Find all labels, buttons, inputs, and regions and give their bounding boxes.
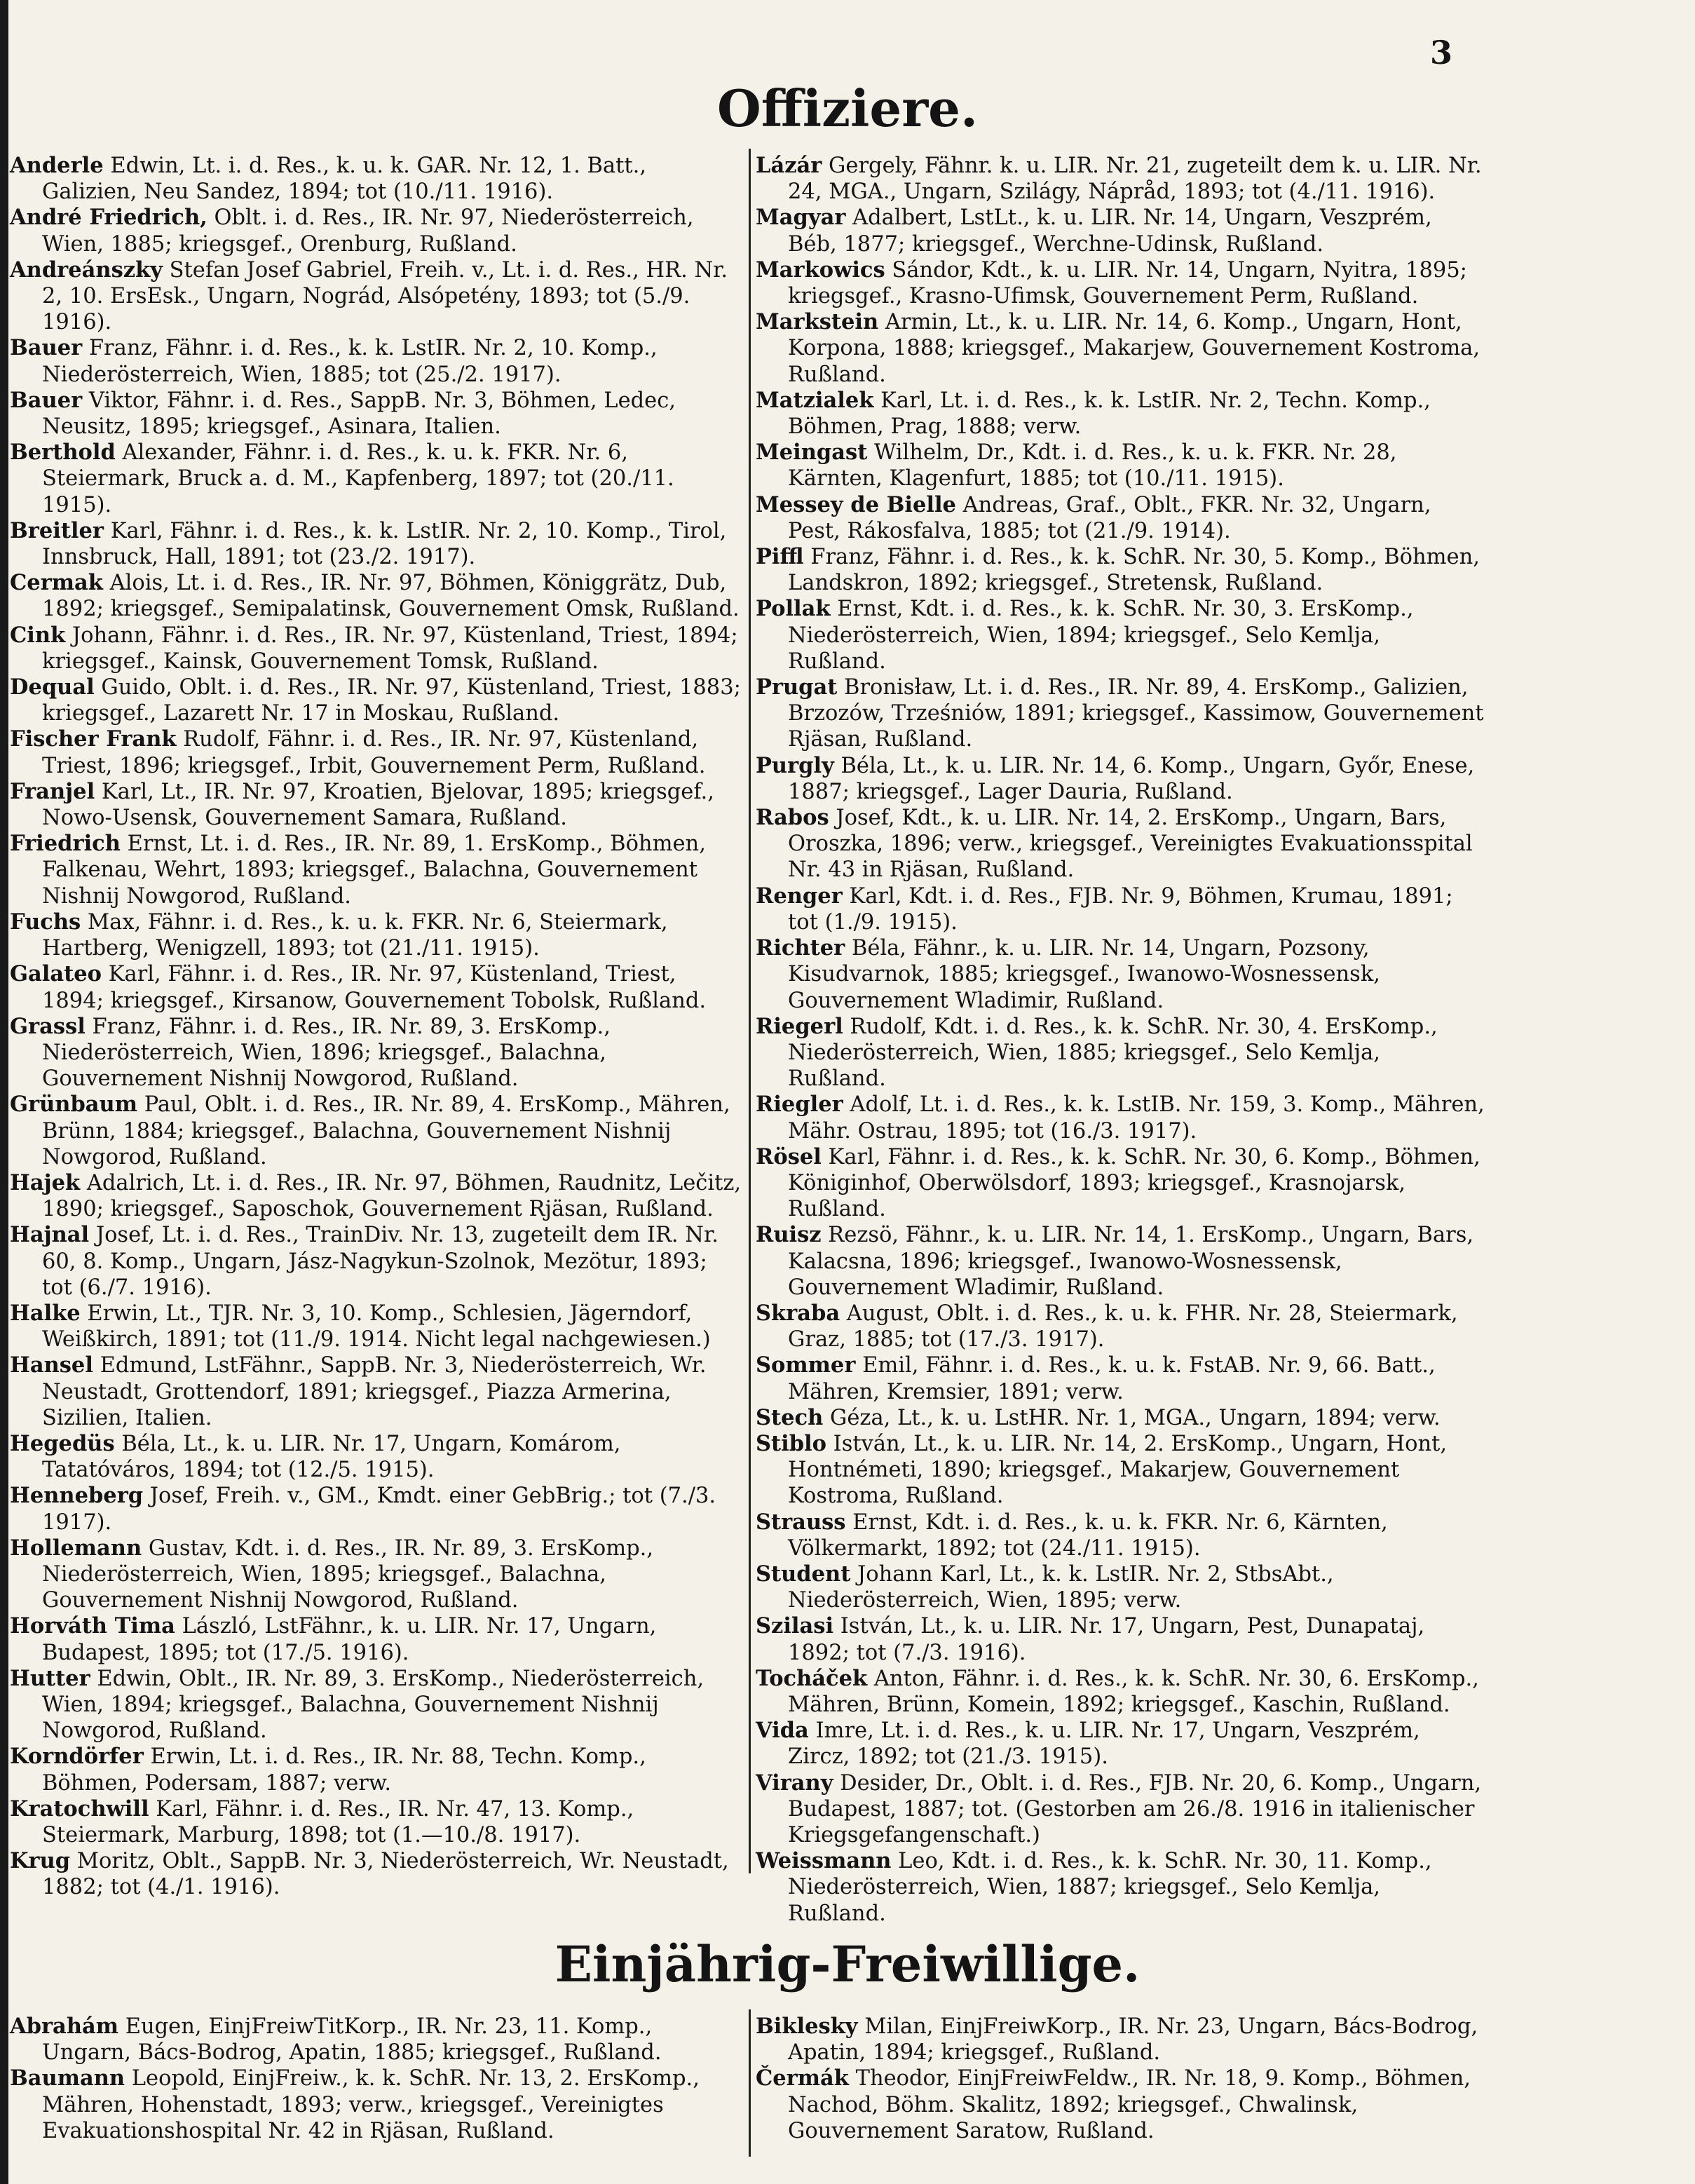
- register-entry: [10, 2014, 742, 2066]
- register-entry: [10, 1352, 742, 1431]
- entry-details: Erwin, Lt., TJR. Nr. 3, 10. Komp., Schlesien, Jägerndorf, Weißkirch, 1891; tot (11./9. 1914. Nicht legal nachgewiesen.): [42, 1301, 711, 1352]
- register-entry: [10, 1014, 742, 1092]
- entry-details: Rudolf, Fähnr. i. d. Res., IR. Nr. 97, Küstenland, Triest, 1896; kriegsgef., Irbit, Gouvernement Perm, Rußland.: [42, 727, 706, 778]
- entry-details: Andreas, Graf., Oblt., FKR. Nr. 32, Ungarn, Pest, Rákosfalva, 1885; tot (21./9. 1914).: [788, 492, 1431, 543]
- entry-details: Karl, Lt. i. d. Res., k. k. LstIR. Nr. 2, Techn. Komp., Böhmen, Prag, 1888; verw.: [788, 388, 1431, 440]
- entry-surname: Biklesky: [756, 2014, 858, 2039]
- offiziere-left-column: [10, 153, 742, 1901]
- register-entry: [756, 309, 1485, 388]
- entry-surname: Riegerl: [756, 1013, 843, 1039]
- entry-details: Viktor, Fähnr. i. d. Res., SappB. Nr. 3, Böhmen, Ledec, Neusitz, 1895; kriegsgef., Asinara, Italien.: [42, 388, 676, 440]
- register-entry: [10, 909, 742, 961]
- entry-details: Adalbert, LstLt., k. u. LIR. Nr. 14, Ungarn, Veszprém, Béb, 1877; kriegsgef., Werchne-Udinsk, Rußland.: [788, 205, 1432, 257]
- entry-details: Karl, Fähnr. i. d. Res., IR. Nr. 47, 13. Komp., Steiermark, Marburg, 1898; tot (1.—10./8. 1917).: [42, 1796, 634, 1847]
- entry-surname: Hollemann: [10, 1535, 142, 1561]
- register-entry: [10, 1092, 742, 1170]
- entry-details: Oblt. i. d. Res., IR. Nr. 97, Niederösterreich, Wien, 1885; kriegsgef., Orenburg, Rußland.: [42, 205, 694, 257]
- entry-surname: Student: [756, 1561, 851, 1587]
- entry-details: Josef, Freih. v., GM., Kmdt. einer GebBrig.; tot (7./3. 1917).: [42, 1484, 716, 1535]
- entry-surname: Virany: [756, 1770, 833, 1796]
- entry-details: Leopold, EinjFreiw., k. k. SchR. Nr. 13, 2. ErsKomp., Mähren, Hohenstadt, 1893; verw., kriegsgef., Vereinigtes Evakuationshospital Nr. 42 in Rjäsan, Rußland.: [42, 2066, 700, 2143]
- register-entry: [10, 1170, 742, 1222]
- entry-surname: Vida: [756, 1718, 809, 1744]
- register-entry: [756, 2014, 1485, 2066]
- register-entry: [756, 544, 1485, 596]
- entry-details: Karl, Lt., IR. Nr. 97, Kroatien, Bjelovar, 1895; kriegsgef., Nowo-Usensk, Gouvernement Samara, Rußland.: [42, 779, 714, 831]
- entry-surname: Grünbaum: [10, 1092, 138, 1118]
- entry-surname: Stiblo: [756, 1430, 826, 1456]
- entry-details: Armin, Lt., k. u. LIR. Nr. 14, 6. Komp., Ungarn, Hont, Korpona, 1888; kriegsgef., Makarjew, Gouvernement Kostroma, Rußland.: [788, 310, 1480, 387]
- register-entry: [10, 1666, 742, 1744]
- entry-details: Edmund, LstFähnr., SappB. Nr. 3, Niederösterreich, Wr. Neustadt, Grottendorf, 1891; kriegsgef., Piazza Armerina, Sizilien, Italien.: [42, 1353, 707, 1430]
- column-divider: [749, 2009, 751, 2157]
- entry-surname: Purgly: [756, 752, 834, 778]
- entry-surname: Riegler: [756, 1092, 843, 1118]
- entry-details: Josef, Lt. i. d. Res., TrainDiv. Nr. 13, zugeteilt dem IR. Nr. 60, 8. Komp., Ungarn, Jász-Nagykun-Szolnok, Mezötur, 1893; tot (6./7. 1916).: [42, 1223, 719, 1300]
- register-entry: [756, 1770, 1485, 1849]
- entry-details: Ernst, Kdt. i. d. Res., k. k. SchR. Nr. 30, 3. ErsKomp., Niederösterreich, Wien, 1894; kriegsgef., Selo Kemlja, Rußland.: [788, 597, 1414, 674]
- register-entry: [756, 205, 1485, 257]
- entry-details: Ernst, Kdt. i. d. Res., k. u. k. FKR. Nr. 6, Kärnten, Völkermarkt, 1892; tot (24./11. 1915).: [788, 1510, 1388, 1561]
- entry-surname: Dequal: [10, 674, 95, 700]
- register-entry: [10, 1744, 742, 1796]
- register-entry: [756, 492, 1485, 544]
- entry-surname: Korndörfer: [10, 1744, 144, 1770]
- entry-details: Josef, Kdt., k. u. LIR. Nr. 14, 2. ErsKomp., Ungarn, Bars, Oroszka, 1896; verw., kriegsgef., Vereinigtes Evakuationsspital Nr. 43 in Rjäsan, Rußland.: [788, 806, 1473, 883]
- register-entry: [10, 257, 742, 336]
- offiziere-right-column: [756, 153, 1485, 1927]
- entry-surname: Cink: [10, 622, 66, 648]
- register-entry: [756, 753, 1485, 805]
- register-entry: [756, 935, 1485, 1014]
- page-edge-shadow: [0, 0, 8, 2184]
- entry-details: Max, Fähnr. i. d. Res., k. u. k. FKR. Nr. 6, Steiermark, Hartberg, Wenigzell, 1893; tot (21./11. 1915).: [42, 909, 668, 961]
- entry-surname: Grassl: [10, 1013, 86, 1039]
- entry-surname: Skraba: [756, 1300, 840, 1326]
- register-entry: [756, 1144, 1485, 1223]
- entry-surname: Hajek: [10, 1169, 81, 1195]
- entry-details: Franz, Fähnr. i. d. Res., k. k. SchR. Nr. 30, 5. Komp., Böhmen, Landskron, 1892; kriegsgef., Stretensk, Rußland.: [788, 545, 1480, 596]
- entry-surname: Markstein: [756, 309, 879, 335]
- register-entry: [756, 1666, 1485, 1718]
- entry-details: Imre, Lt. i. d. Res., k. u. LIR. Nr. 17, Ungarn, Veszprém, Zircz, 1892; tot (21./3. 1915).: [788, 1718, 1420, 1770]
- entry-surname: Matzialek: [756, 387, 874, 413]
- entry-details: István, Lt., k. u. LIR. Nr. 17, Ungarn, Pest, Dunapataj, 1892; tot (7./3. 1916).: [788, 1614, 1425, 1665]
- register-entry: [756, 388, 1485, 440]
- register-entry: [756, 1352, 1485, 1404]
- entry-details: Franz, Fähnr. i. d. Res., IR. Nr. 89, 3. ErsKomp., Niederösterreich, Wien, 1896; kriegsgef., Balachna, Gouvernement Nishnij Nowgorod, Rußland.: [42, 1014, 611, 1092]
- entry-surname: Szilasi: [756, 1613, 834, 1639]
- entry-surname: Tocháček: [756, 1665, 868, 1691]
- entry-details: Karl, Kdt. i. d. Res., FJB. Nr. 9, Böhmen, Krumau, 1891; tot (1./9. 1915).: [788, 883, 1453, 935]
- entry-details: Moritz, Oblt., SappB. Nr. 3, Niederösterreich, Wr. Neustadt, 1882; tot (4./1. 1916).: [42, 1849, 729, 1900]
- entry-details: Gustav, Kdt. i. d. Res., IR. Nr. 89, 3. ErsKomp., Niederösterreich, Wien, 1895; kriegsgef., Balachna, Gouvernement Nishnij Nowgorod, Rußland.: [42, 1535, 654, 1613]
- register-entry: [756, 1613, 1485, 1665]
- register-entry: [10, 1483, 742, 1535]
- register-entry: [756, 1561, 1485, 1613]
- register-entry: [756, 1222, 1485, 1301]
- entry-details: Sándor, Kdt., k. u. LIR. Nr. 14, Ungarn, Nyitra, 1895; kriegsgef., Krasno-Ufimsk, Gouvernement Perm, Rußland.: [788, 257, 1467, 309]
- entry-surname: Magyar: [756, 205, 846, 231]
- entry-surname: Bauer: [10, 387, 83, 413]
- entry-details: Ernst, Lt. i. d. Res., IR. Nr. 89, 1. ErsKomp., Böhmen, Falkenau, Wehrt, 1893; kriegsgef., Balachna, Gouvernement Nishnij Nowgorod, Rußland.: [42, 832, 706, 909]
- register-entry: [10, 335, 742, 387]
- register-entry: [10, 518, 742, 570]
- entry-surname: Meingast: [756, 440, 868, 466]
- entry-surname: Anderle: [10, 153, 104, 178]
- entry-details: Rezsö, Fähnr., k. u. LIR. Nr. 14, 1. ErsKomp., Ungarn, Bars, Kalacsna, 1896; kriegsgef., Iwanowo-Wosnessensk, Gouvernement Wladimir, Rußland.: [788, 1223, 1474, 1300]
- freiwillige-right-column: [756, 2014, 1485, 2144]
- entry-surname: Hansel: [10, 1352, 93, 1378]
- entry-surname: Bauer: [10, 335, 83, 361]
- register-entry: [10, 1431, 742, 1483]
- register-entry: [10, 674, 742, 726]
- register-entry: [10, 153, 742, 205]
- register-entry: [756, 805, 1485, 883]
- entry-surname: Galateo: [10, 961, 102, 987]
- entry-details: Alois, Lt. i. d. Res., IR. Nr. 97, Böhmen, Königgrätz, Dub, 1892; kriegsgef., Semipalatinsk, Gouvernement Omsk, Rußland.: [42, 571, 740, 622]
- entry-details: Wilhelm, Dr., Kdt. i. d. Res., k. u. k. FKR. Nr. 28, Kärnten, Klagenfurt, 1885; tot (10./11. 1915).: [788, 440, 1397, 491]
- entry-surname: Richter: [756, 935, 845, 961]
- entry-details: Karl, Fähnr. i. d. Res., k. k. SchR. Nr. 30, 6. Komp., Böhmen, Königinhof, Oberwölsdorf, 1893; kriegsgef., Krasnojarsk, Rußland.: [788, 1144, 1480, 1222]
- entry-surname: Berthold: [10, 440, 116, 466]
- entry-details: Leo, Kdt. i. d. Res., k. k. SchR. Nr. 30, 11. Komp., Niederösterreich, Wien, 1887; kriegsgef., Selo Kemlja, Rußland.: [788, 1849, 1432, 1926]
- entry-surname: Horváth Tima: [10, 1613, 175, 1639]
- register-entry: [10, 961, 742, 1013]
- register-entry: [10, 388, 742, 440]
- entry-surname: Markowics: [756, 257, 885, 283]
- register-entry: [756, 1431, 1485, 1510]
- register-entry: [10, 1301, 742, 1352]
- entry-surname: Baumann: [10, 2066, 125, 2091]
- register-entry: [756, 883, 1485, 935]
- section-title-einjaehrig-freiwillige: Einjährig-Freiwillige.: [554, 1935, 1141, 1993]
- entry-details: István, Lt., k. u. LIR. Nr. 14, 2. ErsKomp., Ungarn, Hont, Hontnémeti, 1890; kriegsgef., Makarjew, Gouvernement Kostroma, Rußland.: [788, 1431, 1448, 1509]
- entry-details: Adalrich, Lt. i. d. Res., IR. Nr. 97, Böhmen, Raudnitz, Lečitz, 1890; kriegsgef., Saposchok, Gouvernement Rjäsan, Rußland.: [42, 1170, 742, 1222]
- entry-surname: Ruisz: [756, 1222, 822, 1248]
- entry-details: Edwin, Lt. i. d. Res., k. u. k. GAR. Nr. 12, 1. Batt., Galizien, Neu Sandez, 1894; tot (10./11. 1916).: [42, 154, 647, 205]
- entry-details: Adolf, Lt. i. d. Res., k. k. LstIB. Nr. 159, 3. Komp., Mähren, Mähr. Ostrau, 1895; tot (16./3. 1917).: [788, 1092, 1485, 1144]
- entry-surname: Henneberg: [10, 1483, 144, 1509]
- entry-surname: Prugat: [756, 674, 838, 700]
- register-entry: [10, 205, 742, 257]
- entry-details: Béla, Lt., k. u. LIR. Nr. 14, 6. Komp., Ungarn, Győr, Enese, 1887; kriegsgef., Lager Dauria, Rußland.: [788, 753, 1475, 804]
- register-entry: [756, 1718, 1485, 1770]
- entry-details: Rudolf, Kdt. i. d. Res., k. k. SchR. Nr. 30, 4. ErsKomp., Niederösterreich, Wien, 1885; kriegsgef., Selo Kemlja, Rußland.: [788, 1014, 1438, 1092]
- section-title-offiziere: Offiziere.: [716, 79, 979, 138]
- register-entry: [10, 440, 742, 518]
- register-entry: [756, 1014, 1485, 1092]
- entry-surname: Hegedüs: [10, 1430, 115, 1456]
- register-entry: [10, 1535, 742, 1614]
- freiwillige-left-column: [10, 2014, 742, 2144]
- entry-details: Béla, Fähnr., k. u. LIR. Nr. 14, Ungarn, Pozsony, Kisudvarnok, 1885; kriegsgef., Iwanowo-Wosnessensk, Gouvernement Wladimir, Rußland.: [788, 936, 1380, 1013]
- entry-details: Paul, Oblt. i. d. Res., IR. Nr. 89, 4. ErsKomp., Mähren, Brünn, 1884; kriegsgef., Balachna, Gouvernement Nishnij Nowgorod, Rußland.: [42, 1092, 730, 1169]
- entry-surname: Pollak: [756, 596, 831, 622]
- entry-surname: Rösel: [756, 1144, 822, 1169]
- entry-details: August, Oblt. i. d. Res., k. u. k. FHR. Nr. 28, Steiermark, Graz, 1885; tot (17./3. 1917).: [788, 1301, 1458, 1352]
- entry-surname: Cermak: [10, 570, 103, 596]
- entry-surname: Strauss: [756, 1509, 846, 1535]
- entry-details: Franz, Fähnr. i. d. Res., k. k. LstIR. Nr. 2, 10. Komp., Niederösterreich, Wien, 1885; tot (25./2. 1917).: [42, 336, 658, 387]
- register-entry: [10, 1796, 742, 1848]
- register-entry: [756, 2066, 1485, 2144]
- register-entry: [756, 1301, 1485, 1352]
- entry-details: Erwin, Lt. i. d. Res., IR. Nr. 88, Techn. Komp., Böhmen, Podersam, 1887; verw.: [42, 1744, 646, 1796]
- entry-surname: Hajnal: [10, 1222, 90, 1248]
- entry-surname: Weissmann: [756, 1848, 892, 1874]
- page-number: 3: [1430, 34, 1453, 72]
- entry-details: Desider, Dr., Oblt. i. d. Res., FJB. Nr. 20, 6. Komp., Ungarn, Budapest, 1887; tot. (Gestorben am 26./8. 1916 in italienischer Kriegsgefangenschaft.): [788, 1770, 1482, 1847]
- entry-details: Johann, Fähnr. i. d. Res., IR. Nr. 97, Küstenland, Triest, 1894; kriegsgef., Kainsk, Gouvernement Tomsk, Rußland.: [42, 623, 738, 674]
- entry-surname: André Friedrich,: [10, 205, 207, 231]
- entry-surname: Halke: [10, 1300, 81, 1326]
- register-entry: [756, 1405, 1485, 1431]
- register-entry: [10, 2066, 742, 2144]
- entry-details: Géza, Lt., k. u. LstHR. Nr. 1, MGA., Ungarn, 1894; verw.: [823, 1405, 1441, 1430]
- register-entry: [10, 1613, 742, 1665]
- entry-details: Karl, Fähnr. i. d. Res., k. k. LstIR. Nr. 2, 10. Komp., Tirol, Innsbruck, Hall, 1891; tot (23./2. 1917).: [42, 518, 727, 570]
- register-entry: [756, 1092, 1485, 1144]
- register-entry: [10, 570, 742, 622]
- entry-surname: Renger: [756, 883, 843, 909]
- entry-surname: Rabos: [756, 805, 829, 831]
- entry-details: Alexander, Fähnr. i. d. Res., k. u. k. FKR. Nr. 6, Steiermark, Bruck a. d. M., Kapfenberg, 1897; tot (20./11. 1915).: [42, 440, 674, 517]
- entry-details: Eugen, EinjFreiwTitKorp., IR. Nr. 23, 11. Komp., Ungarn, Bács-Bodrog, Apatin, 1885; kriegsgef., Rußland.: [42, 2014, 662, 2066]
- entry-surname: Messey de Bielle: [756, 491, 956, 517]
- register-entry: [10, 779, 742, 831]
- entry-details: László, LstFähnr., k. u. LIR. Nr. 17, Ungarn, Budapest, 1895; tot (17./5. 1916).: [42, 1614, 657, 1665]
- entry-surname: Abrahám: [10, 2014, 119, 2039]
- entry-details: Gergely, Fähnr. k. u. LIR. Nr. 21, zugeteilt dem k. u. LIR. Nr. 24, MGA., Ungarn, Szilágy, Nápråd, 1893; tot (4./11. 1916).: [788, 154, 1482, 205]
- entry-details: Johann Karl, Lt., k. k. LstIR. Nr. 2, StbsAbt., Niederösterreich, Wien, 1895; verw.: [788, 1561, 1334, 1613]
- entry-surname: Sommer: [756, 1352, 856, 1378]
- entry-details: Edwin, Oblt., IR. Nr. 89, 3. ErsKomp., Niederösterreich, Wien, 1894; kriegsgef., Balachna, Gouvernement Nishnij Nowgorod, Rußland.: [42, 1666, 704, 1744]
- entry-surname: Čermák: [756, 2066, 849, 2091]
- entry-details: Emil, Fähnr. i. d. Res., k. u. k. FstAB. Nr. 9, 66. Batt., Mähren, Kremsier, 1891; verw.: [788, 1353, 1436, 1404]
- entry-details: Milan, EinjFreiwKorp., IR. Nr. 23, Ungarn, Bács-Bodrog, Apatin, 1894; kriegsgef., Rußland.: [788, 2014, 1478, 2066]
- entry-details: Guido, Oblt. i. d. Res., IR. Nr. 97, Küstenland, Triest, 1883; kriegsgef., Lazarett Nr. 17 in Moskau, Rußland.: [42, 675, 741, 726]
- entry-details: Stefan Josef Gabriel, Freih. v., Lt. i. d. Res., HR. Nr. 2, 10. ErsEsk., Ungarn, Nográd, Alsópetény, 1893; tot (5./9. 1916).: [42, 257, 728, 335]
- entry-surname: Kratochwill: [10, 1796, 149, 1822]
- entry-details: Béla, Lt., k. u. LIR. Nr. 17, Ungarn, Komárom, Tatatóváros, 1894; tot (12./5. 1915).: [42, 1431, 621, 1483]
- register-entry: [10, 1848, 742, 1900]
- entry-surname: Fuchs: [10, 909, 81, 935]
- register-entry: [756, 257, 1485, 309]
- entry-surname: Lázár: [756, 153, 822, 178]
- register-entry: [10, 623, 742, 674]
- register-entry: [756, 1510, 1485, 1561]
- entry-details: Theodor, EinjFreiwFeldw., IR. Nr. 18, 9. Komp., Böhmen, Nachod, Böhm. Skalitz, 1892; kriegsgef., Chwalinsk, Gouvernement Saratow, Rußland.: [788, 2066, 1471, 2143]
- entry-surname: Andreánszky: [10, 257, 163, 283]
- register-entry: [10, 726, 742, 778]
- entry-surname: Piffl: [756, 544, 804, 570]
- column-divider: [749, 149, 751, 1873]
- entry-details: Bronisław, Lt. i. d. Res., IR. Nr. 89, 4. ErsKomp., Galizien, Brzozów, Trześniów, 1891; kriegsgef., Kassimow, Gouvernement Rjäsan, Rußland.: [788, 675, 1484, 752]
- register-entry: [10, 1222, 742, 1301]
- entry-surname: Franjel: [10, 778, 95, 804]
- entry-surname: Hutter: [10, 1665, 90, 1691]
- entry-surname: Stech: [756, 1404, 824, 1430]
- register-entry: [756, 1848, 1485, 1927]
- register-entry: [10, 831, 742, 909]
- entry-details: Anton, Fähnr. i. d. Res., k. k. SchR. Nr. 30, 6. ErsKomp., Mähren, Brünn, Komein, 1892; kriegsgef., Kaschin, Rußland.: [788, 1666, 1479, 1717]
- register-entry: [756, 153, 1485, 205]
- register-entry: [756, 440, 1485, 491]
- entry-surname: Friedrich: [10, 831, 121, 857]
- entry-details: Karl, Fähnr. i. d. Res., IR. Nr. 97, Küstenland, Triest, 1894; kriegsgef., Kirsanow, Gouvernement Tobolsk, Rußland.: [42, 962, 707, 1013]
- entry-surname: Fischer Frank: [10, 726, 177, 752]
- register-entry: [756, 674, 1485, 753]
- entry-surname: Krug: [10, 1848, 71, 1874]
- register-entry: [756, 596, 1485, 674]
- entry-surname: Breitler: [10, 517, 104, 543]
